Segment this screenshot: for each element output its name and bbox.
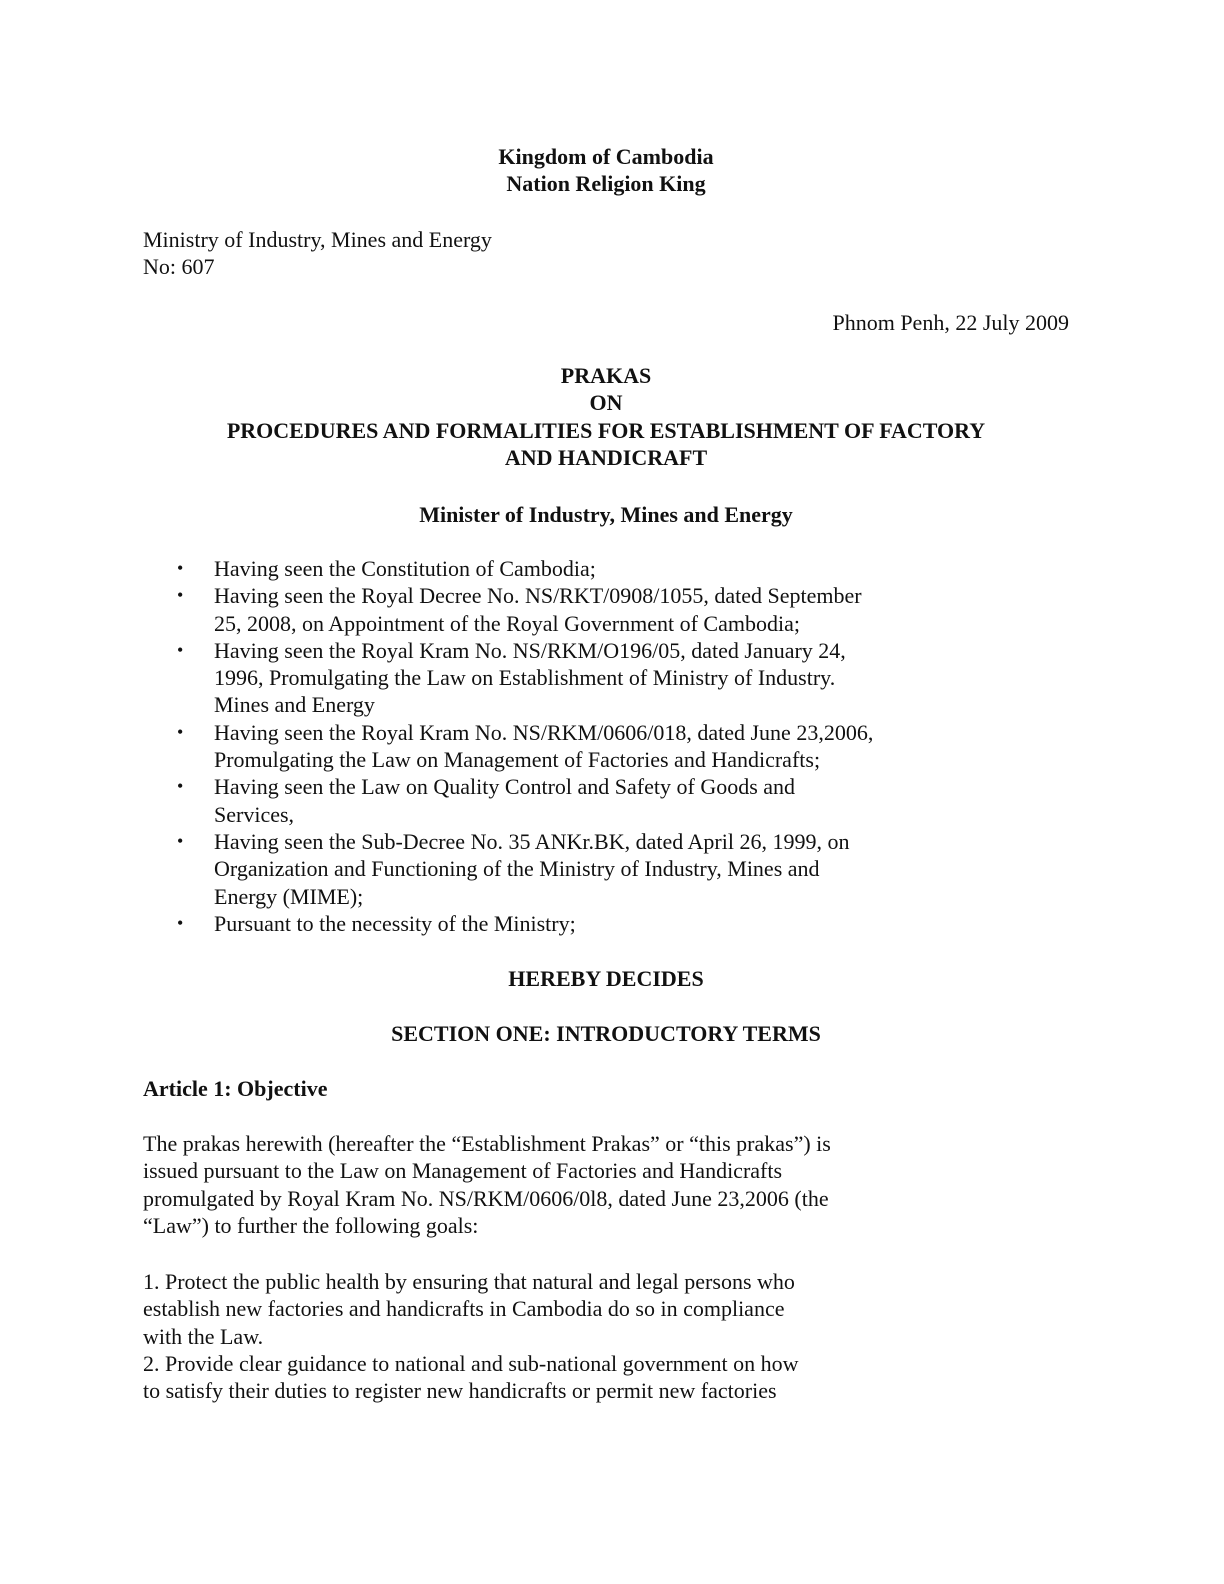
bullet-icon: • [177,721,184,742]
preamble-item [143,582,963,637]
bullet-icon: • [177,776,184,797]
preamble-item-line: Having seen the Sub-Decree No. 35 ANKr.BK, dated April 26, 1999, on [214,828,850,854]
title-line-4: AND HANDICRAFT [504,444,708,470]
preamble-item-line: Promulgating the Law on Management of Factories and Handicrafts; [214,747,821,773]
preamble-item-line: 25, 2008, on Appointment of the Royal Government of Cambodia; [214,610,800,636]
document-number: No: 607 [143,254,215,280]
preamble-item [143,828,963,910]
preamble-item-line: Energy (MIME); [214,883,364,909]
ministry-name: Ministry of Industry, Mines and Energy [143,227,492,252]
goal-line: 2. Provide clear guidance to national and sub-national government on how [143,1350,799,1376]
preamble-item-line: Pursuant to the necessity of the Ministry; [214,910,576,936]
paragraph-line: promulgated by Royal Kram No. NS/RKM/0606/0l8, dated June 23,2006 (the [143,1185,829,1211]
issuer-block [143,226,1043,281]
bullet-icon: • [177,585,184,606]
preamble-item [143,555,963,582]
preamble-item-line: Having seen the Royal Decree No. NS/RKT/0908/1055, dated September [214,583,862,609]
goal-line: establish new factories and handicrafts in Cambodia do so in compliance [143,1296,785,1322]
bullet-icon: • [177,830,184,851]
title-line-2: ON [589,390,623,416]
bullet-icon: • [177,558,184,578]
paragraph-line: issued pursuant to the Law on Management of Factories and Handicrafts [143,1158,783,1184]
paragraph-line: “Law”) to further the following goals: [143,1212,479,1238]
date-line: Phnom Penh, 22 July 2009 [832,310,1069,335]
national-motto: Nation Religion King [506,171,706,197]
article-1-paragraph [143,1130,1043,1239]
document-title [0,362,1212,471]
paragraph-line: The prakas herewith (hereafter the “Establishment Prakas” or “this prakas”) is [143,1131,831,1156]
preamble-item-line: Mines and Energy [214,692,375,718]
preamble-item-line: Having seen the Royal Kram No. NS/RKM/O196/05, dated January 24, [214,637,846,663]
goal-line: with the Law. [143,1323,264,1349]
title-line-3: PROCEDURES AND FORMALITIES FOR ESTABLISHMENT OF FACTORY [226,417,986,443]
title-line-1: PRAKAS [560,363,652,388]
preamble-item-line: Services, [214,801,295,827]
document-header [0,143,1212,198]
article-1-goals [143,1268,1043,1404]
preamble-item-line: Having seen the Constitution of Cambodia; [214,556,596,581]
preamble-item-line: Organization and Functioning of the Ministry of Industry, Mines and [214,856,820,882]
preamble-item [143,773,963,828]
bullet-icon: • [177,912,184,933]
preamble-list [143,555,963,937]
goal-line: to satisfy their duties to register new handicrafts or permit new factories [143,1378,777,1404]
decides-heading: HEREBY DECIDES [508,966,704,991]
country-name: Kingdom of Cambodia [498,144,714,169]
preamble-item [143,719,963,774]
article-1-heading: Article 1: Objective [143,1076,328,1101]
section-heading: SECTION ONE: INTRODUCTORY TERMS [391,1021,821,1046]
preamble-item-line: 1996, Promulgating the Law on Establishment of Ministry of Industry. [214,665,836,691]
preamble-item-line: Having seen the Law on Quality Control and Safety of Goods and [214,774,796,800]
bullet-icon: • [177,639,184,660]
preamble-item [143,910,963,937]
goal-line: 1. Protect the public health by ensuring that natural and legal persons who [143,1269,795,1294]
preamble-item-line: Having seen the Royal Kram No. NS/RKM/0606/018, dated June 23,2006, [214,719,874,745]
preamble-item [143,637,963,719]
minister-heading: Minister of Industry, Mines and Energy [419,502,793,527]
